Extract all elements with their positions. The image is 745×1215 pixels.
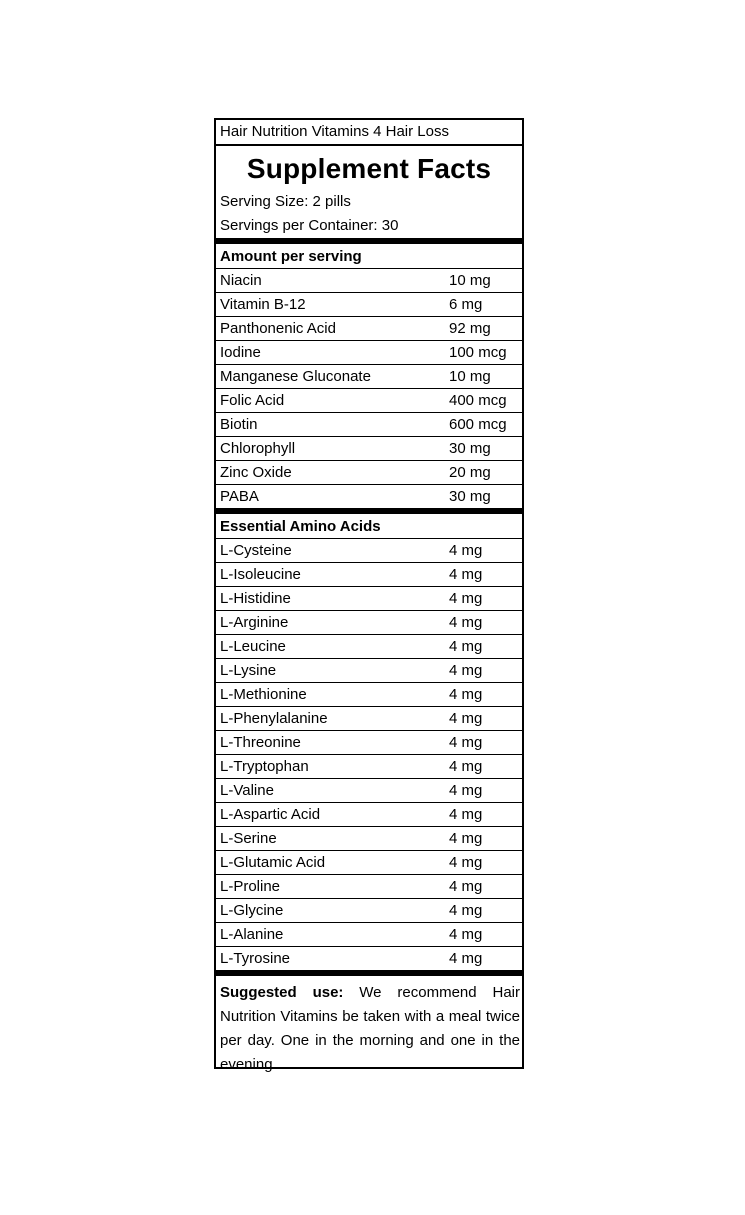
amino-row [216,539,522,563]
amino-amount: 4 mg [449,710,483,727]
amino-row [216,803,522,827]
amino-amount: 4 mg [449,566,483,583]
nutrient-row [216,413,522,437]
amino-name: L-Lysine [220,662,277,679]
amino-amount: 4 mg [449,758,483,775]
nutrient-name: Folic Acid [220,392,285,409]
suggested-use-label: Suggested use: [220,984,344,1001]
amino-name: L-Serine [220,830,277,847]
amino-amount: 4 mg [449,590,483,607]
amino-row [216,851,522,875]
amino-name: L-Cysteine [220,542,292,559]
nutrient-name: Zinc Oxide [220,464,292,481]
nutrient-row [216,269,522,293]
nutrient-name: Niacin [220,272,262,289]
amino-row [216,923,522,947]
amino-name: L-Tyrosine [220,950,291,967]
amino-name: L-Alanine [220,926,284,943]
amino-amount: 4 mg [449,638,483,655]
nutrient-amount: 600 mcg [449,416,507,433]
amino-name: L-Histidine [220,590,291,607]
nutrient-amount: 30 mg [449,440,491,457]
nutrient-name: Biotin [220,416,258,433]
nutrient-amount: 6 mg [449,296,483,313]
nutrient-name: Chlorophyll [220,440,296,457]
amino-amount: 4 mg [449,926,483,943]
nutrient-amount: 10 mg [449,272,491,289]
amino-name: L-Aspartic Acid [220,806,321,823]
amount-list [216,269,522,508]
amino-section-header: Essential Amino Acids [216,514,522,539]
amino-name: L-Methionine [220,686,307,703]
amino-amount: 4 mg [449,902,483,919]
nutrient-amount: 30 mg [449,488,491,505]
amino-amount: 4 mg [449,734,483,751]
nutrient-row [216,365,522,389]
servings-per-container: Servings per Container: 30 [220,217,399,234]
suggested-use-text: We recommend Hair Nutrition Vitamins be taken with a meal twice per day. One in the morning and one in the evening. [220,984,520,1073]
amino-name: L-Valine [220,782,274,799]
amino-row [216,563,522,587]
amino-row [216,683,522,707]
amino-amount: 4 mg [449,950,483,967]
amino-row [216,755,522,779]
nutrient-row [216,317,522,341]
amino-amount: 4 mg [449,782,483,799]
amino-list [216,539,522,970]
amino-row [216,947,522,970]
nutrient-amount: 20 mg [449,464,491,481]
amino-row [216,659,522,683]
product-name: Hair Nutrition Vitamins 4 Hair Loss [216,120,522,146]
amino-name: L-Isoleucine [220,566,301,583]
amino-name: L-Tryptophan [220,758,309,775]
amino-name: L-Glutamic Acid [220,854,326,871]
nutrient-name: Panthonenic Acid [220,320,336,337]
amino-amount: 4 mg [449,806,483,823]
amino-row [216,875,522,899]
amino-amount: 4 mg [449,662,483,679]
amino-amount: 4 mg [449,686,483,703]
nutrient-amount: 400 mcg [449,392,507,409]
amino-name: L-Glycine [220,902,284,919]
amino-name: L-Arginine [220,614,289,631]
amino-row [216,827,522,851]
nutrient-row [216,485,522,508]
amino-amount: 4 mg [449,830,483,847]
nutrient-name: Manganese Gluconate [220,368,371,385]
amino-row [216,707,522,731]
amino-row [216,899,522,923]
amino-row [216,779,522,803]
nutrient-row [216,389,522,413]
suggested-use [216,976,522,1073]
amino-name: L-Leucine [220,638,286,655]
amino-amount: 4 mg [449,854,483,871]
nutrient-row [216,293,522,317]
nutrient-name: Vitamin B-12 [220,296,306,313]
nutrient-row [216,437,522,461]
amino-row [216,731,522,755]
nutrient-name: Iodine [220,344,261,361]
nutrient-amount: 10 mg [449,368,491,385]
nutrient-row [216,461,522,485]
amino-name: L-Phenylalanine [220,710,328,727]
amino-amount: 4 mg [449,542,483,559]
supplement-facts-label [214,118,524,1073]
amount-section-header: Amount per serving [216,244,522,269]
nutrient-name: PABA [220,488,259,505]
amino-row [216,611,522,635]
amino-name: L-Threonine [220,734,301,751]
amino-amount: 4 mg [449,614,483,631]
amino-amount: 4 mg [449,878,483,895]
nutrient-row [216,341,522,365]
amino-row [216,587,522,611]
serving-size: Serving Size: 2 pills [220,193,351,210]
nutrient-amount: 100 mcg [449,344,507,361]
nutrient-amount: 92 mg [449,320,491,337]
amino-name: L-Proline [220,878,281,895]
facts-title: Supplement Facts [246,153,492,184]
amino-row [216,635,522,659]
